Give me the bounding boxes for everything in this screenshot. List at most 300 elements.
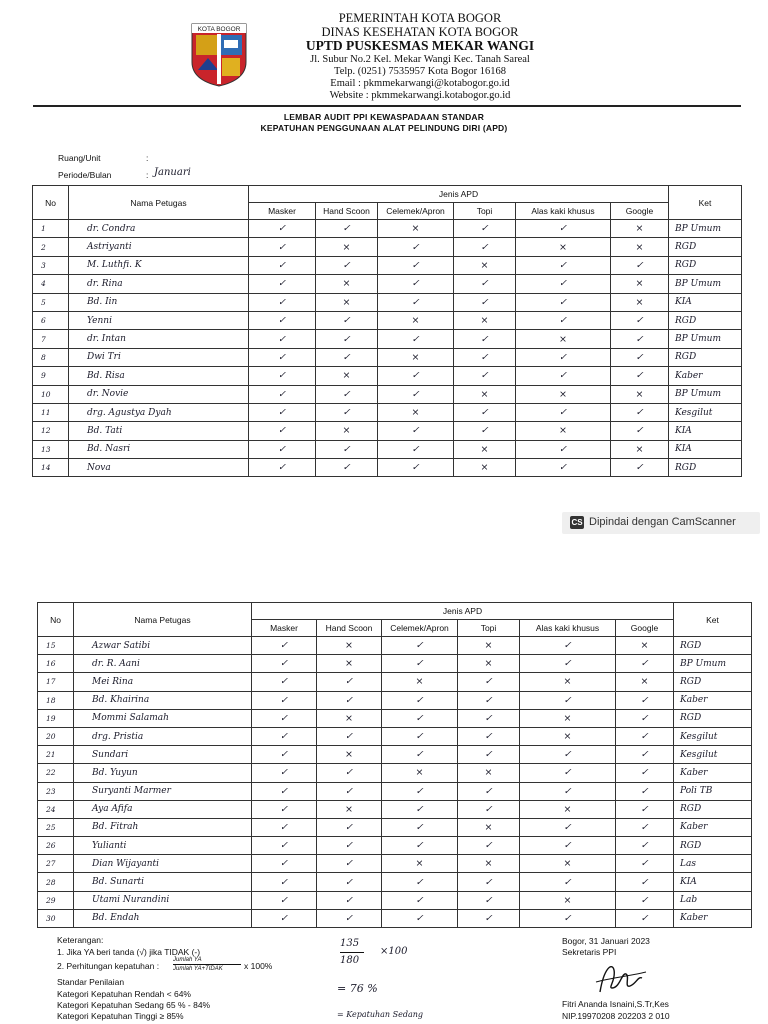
hand-scoon-mark: ✓ [317,818,382,836]
row-number: 16 [38,655,74,673]
topi-mark: ✓ [454,293,516,311]
compliance-category: = Kepatuhan Sedang [337,1010,423,1019]
google-mark: ✓ [616,873,674,891]
hand-scoon-mark: ✓ [317,673,382,691]
row-number: 11 [33,403,69,421]
celemek-apron-mark: ✓ [378,440,454,458]
table-row [38,655,752,673]
google-mark: ✓ [611,367,669,385]
topi-mark: ✓ [458,800,520,818]
signatory-nip: NIP.19970208 202203 2 010 [562,1011,670,1021]
table-row [38,746,752,764]
ket-unit: BP Umum [669,330,742,348]
google-mark: ✓ [611,403,669,421]
celemek-apron-mark: × [382,855,458,873]
table-row [38,637,752,655]
table-row [38,727,752,745]
alas-kaki-mark: × [520,709,616,727]
google-mark: × [616,673,674,691]
ket-unit: RGD [669,459,742,477]
topi-mark: ✓ [458,782,520,800]
row-number: 1 [33,220,69,238]
header-no: No [33,186,69,220]
camscanner-icon: CS [571,518,583,527]
alas-kaki-mark: ✓ [520,655,616,673]
hand-scoon-mark: ✓ [317,855,382,873]
table-row [33,311,742,329]
table-row [38,691,752,709]
celemek-apron-mark: × [378,311,454,329]
ket-unit: KIA [669,422,742,440]
apd-audit-table-1 [32,185,742,477]
header-google: Google [616,620,674,637]
masker-mark: ✓ [249,220,316,238]
row-number: 27 [38,855,74,873]
topi-mark: × [454,256,516,274]
topi-mark: × [458,655,520,673]
alas-kaki-mark: × [520,673,616,691]
row-number: 21 [38,746,74,764]
table-row [33,403,742,421]
note-2: 2. Perhitungan kepatuhan : [57,961,160,971]
celemek-apron-mark: ✓ [382,891,458,909]
ket-unit: KIA [669,293,742,311]
celemek-apron-mark: ✓ [382,746,458,764]
petugas-name: dr. Rina [69,275,249,293]
alas-kaki-mark: ✓ [520,837,616,855]
ket-unit: BP Umum [674,655,752,673]
header-masker: Masker [249,203,316,220]
row-number: 17 [38,673,74,691]
camscanner-badge [562,512,760,534]
hand-scoon-mark: ✓ [316,330,378,348]
alas-kaki-mark: × [520,855,616,873]
header-ket: Ket [669,186,742,220]
formula-fraction-line [173,964,241,965]
ket-unit: Kaber [674,691,752,709]
masker-mark: ✓ [249,403,316,421]
celemek-apron-mark: ✓ [382,800,458,818]
notes-heading: Keterangan: [57,935,104,945]
handwritten-signature [590,958,650,998]
hand-scoon-mark: ✓ [316,256,378,274]
google-mark: × [616,637,674,655]
row-number: 19 [38,709,74,727]
masker-mark: ✓ [252,782,317,800]
row-number: 26 [38,837,74,855]
document-title: LEMBAR AUDIT PPI KEWASPADAAN STANDAR [283,112,485,122]
alas-kaki-mark: ✓ [520,909,616,927]
ket-unit: Kesgilut [674,727,752,745]
petugas-name: Bd. Yuyun [74,764,252,782]
topi-mark: × [454,440,516,458]
topi-mark: × [458,764,520,782]
masker-mark: ✓ [252,655,317,673]
alas-kaki-mark: × [516,422,611,440]
google-mark: ✓ [611,256,669,274]
petugas-name: Bd. Risa [69,367,249,385]
masker-mark: ✓ [249,256,316,274]
table-row [33,238,742,256]
celemek-apron-mark: ✓ [382,818,458,836]
letterhead-institution: UPTD PUSKESMAS MEKAR WANGI [305,38,535,53]
ket-unit: RGD [674,637,752,655]
table-row [33,256,742,274]
alas-kaki-mark: ✓ [520,746,616,764]
petugas-name: Bd. Nasri [69,440,249,458]
petugas-name: dr. Intan [69,330,249,348]
celemek-apron-mark: ✓ [382,637,458,655]
celemek-apron-mark: ✓ [378,459,454,477]
topi-mark: × [454,459,516,477]
alas-kaki-mark: ✓ [520,782,616,800]
masker-mark: ✓ [252,691,317,709]
row-number: 7 [33,330,69,348]
periode-separator: : [146,170,149,180]
petugas-name: Bd. Sunarti [74,873,252,891]
celemek-apron-mark: × [382,673,458,691]
hand-scoon-mark: ✓ [316,348,378,366]
google-mark: ✓ [616,764,674,782]
hand-scoon-mark: ✓ [317,691,382,709]
row-number: 25 [38,818,74,836]
row-number: 18 [38,691,74,709]
ket-unit: RGD [669,348,742,366]
alas-kaki-mark: × [520,800,616,818]
alas-kaki-mark: × [520,891,616,909]
formula-denominator: Jumlah YA+TIDAK [173,966,223,972]
header-jenis-apd: Jenis APD [249,186,669,203]
table-row [33,275,742,293]
document-subtitle: KEPATUHAN PENGGUNAAN ALAT PELINDUNG DIRI (APD) [260,123,508,133]
topi-mark: ✓ [454,403,516,421]
google-mark: ✓ [611,459,669,477]
celemek-apron-mark: × [378,220,454,238]
ket-unit: Kaber [674,764,752,782]
alas-kaki-mark: ✓ [516,256,611,274]
header-masker: Masker [252,620,317,637]
header-nama: Nama Petugas [69,186,249,220]
header-celemek-apron: Celemek/Apron [378,203,454,220]
celemek-apron-mark: ✓ [378,367,454,385]
svg-text:KOTA BOGOR: KOTA BOGOR [197,26,241,33]
google-mark: × [611,293,669,311]
periode-label: Periode/Bulan [58,170,112,180]
google-mark: ✓ [616,909,674,927]
hand-scoon-mark: ✓ [316,311,378,329]
celemek-apron-mark: ✓ [378,275,454,293]
table-row [38,855,752,873]
table-row [38,673,752,691]
celemek-apron-mark: ✓ [378,385,454,403]
ket-unit: RGD [669,238,742,256]
masker-mark: ✓ [252,727,317,745]
kota-bogor-crest-logo [190,22,248,88]
google-mark: ✓ [611,422,669,440]
celemek-apron-mark: ✓ [378,330,454,348]
hand-scoon-mark: ✓ [317,891,382,909]
table-row [38,800,752,818]
ket-unit: KIA [674,873,752,891]
hand-scoon-mark: × [316,422,378,440]
row-number: 30 [38,909,74,927]
celemek-apron-mark: ✓ [382,709,458,727]
alas-kaki-mark: × [516,385,611,403]
celemek-apron-mark: ✓ [382,691,458,709]
celemek-apron-mark: × [382,764,458,782]
ket-unit: BP Umum [669,385,742,403]
header-hand-scoon: Hand Scoon [317,620,382,637]
celemek-apron-mark: ✓ [382,909,458,927]
hand-scoon-mark: × [317,655,382,673]
header-alas-kaki: Alas kaki khusus [520,620,616,637]
table-row [38,764,752,782]
row-number: 10 [33,385,69,403]
google-mark: ✓ [616,709,674,727]
alas-kaki-mark: ✓ [516,275,611,293]
google-mark: ✓ [616,782,674,800]
alas-kaki-mark: ✓ [516,311,611,329]
hand-scoon-mark: ✓ [316,220,378,238]
topi-mark: × [458,855,520,873]
table-row [33,293,742,311]
table-row [38,873,752,891]
table-row [38,818,752,836]
row-number: 9 [33,367,69,385]
masker-mark: ✓ [249,348,316,366]
table-row [33,220,742,238]
masker-mark: ✓ [249,440,316,458]
table-2-body [38,637,752,928]
celemek-apron-mark: ✓ [378,293,454,311]
masker-mark: ✓ [252,855,317,873]
camscanner-text: Dipindai dengan CamScanner [589,516,736,528]
ket-unit: RGD [674,837,752,855]
petugas-name: Astriyanti [69,238,249,256]
hand-scoon-mark: ✓ [317,727,382,745]
google-mark: × [611,238,669,256]
ket-unit: Kesgilut [674,746,752,764]
alas-kaki-mark: ✓ [520,691,616,709]
topi-mark: ✓ [454,422,516,440]
ket-unit: RGD [674,709,752,727]
petugas-name: Suryanti Marmer [74,782,252,800]
topi-mark: ✓ [454,238,516,256]
topi-mark: ✓ [458,727,520,745]
ket-unit: RGD [669,256,742,274]
row-number: 20 [38,727,74,745]
petugas-name: Sundari [74,746,252,764]
header-hand-scoon: Hand Scoon [316,203,378,220]
google-mark: × [611,440,669,458]
table-row [38,837,752,855]
formula-numerator: Jumlah YA [173,957,202,963]
masker-mark: ✓ [249,385,316,403]
row-number: 22 [38,764,74,782]
header-google: Google [611,203,669,220]
letterhead-email: Email : pkmmekarwangi@kotabogor.go.id [330,78,510,89]
row-number: 3 [33,256,69,274]
topi-mark: × [458,818,520,836]
masker-mark: ✓ [249,367,316,385]
topi-mark: ✓ [454,348,516,366]
petugas-name: Utami Nurandini [74,891,252,909]
header-celemek-apron: Celemek/Apron [382,620,458,637]
masker-mark: ✓ [252,800,317,818]
masker-mark: ✓ [252,873,317,891]
table-1-body [33,220,742,477]
calc-fraction-line [340,952,364,953]
header-jenis-apd: Jenis APD [252,603,674,620]
alas-kaki-mark: ✓ [516,459,611,477]
row-number: 29 [38,891,74,909]
signature-role: Sekretaris PPI [562,947,617,957]
hand-scoon-mark: ✓ [317,873,382,891]
ruang-separator: : [146,153,149,163]
table-row [33,330,742,348]
ket-unit: KIA [669,440,742,458]
hand-scoon-mark: × [316,275,378,293]
alas-kaki-mark: ✓ [520,873,616,891]
masker-mark: ✓ [249,238,316,256]
petugas-name: drg. Pristia [74,727,252,745]
table-row [38,782,752,800]
ket-unit: Las [674,855,752,873]
masker-mark: ✓ [252,818,317,836]
google-mark: ✓ [616,691,674,709]
topi-mark: ✓ [458,837,520,855]
masker-mark: ✓ [252,673,317,691]
masker-mark: ✓ [252,891,317,909]
topi-mark: ✓ [454,220,516,238]
hand-scoon-mark: ✓ [317,782,382,800]
google-mark: ✓ [611,348,669,366]
hand-scoon-mark: × [316,238,378,256]
header-topi: Topi [454,203,516,220]
signatory-name: Fitri Ananda Isnaini,S.Tr,Kes [562,999,669,1009]
celemek-apron-mark: × [378,403,454,421]
hand-scoon-mark: × [317,746,382,764]
google-mark: ✓ [616,800,674,818]
row-number: 13 [33,440,69,458]
row-number: 15 [38,637,74,655]
google-mark: ✓ [616,727,674,745]
topi-mark: ✓ [458,909,520,927]
masker-mark: ✓ [249,293,316,311]
alas-kaki-mark: ✓ [516,440,611,458]
alas-kaki-mark: ✓ [520,764,616,782]
celemek-apron-mark: ✓ [382,727,458,745]
topi-mark: ✓ [454,330,516,348]
formula-suffix: x 100% [244,961,273,971]
ket-unit: RGD [674,800,752,818]
hand-scoon-mark: ✓ [317,909,382,927]
topi-mark: ✓ [458,746,520,764]
alas-kaki-mark: ✓ [516,367,611,385]
topi-mark: ✓ [458,673,520,691]
celemek-apron-mark: ✓ [378,422,454,440]
petugas-name: Dian Wijayanti [74,855,252,873]
row-number: 12 [33,422,69,440]
masker-mark: ✓ [249,275,316,293]
hand-scoon-mark: ✓ [317,837,382,855]
ket-unit: Kesgilut [669,403,742,421]
row-number: 4 [33,275,69,293]
topi-mark: ✓ [454,367,516,385]
celemek-apron-mark: ✓ [378,238,454,256]
table-row [33,459,742,477]
ruang-label: Ruang/Unit [58,153,101,163]
celemek-apron-mark: ✓ [378,256,454,274]
petugas-name: Yulianti [74,837,252,855]
celemek-apron-mark: ✓ [382,655,458,673]
petugas-name: Bd. Tati [69,422,249,440]
masker-mark: ✓ [252,837,317,855]
topi-mark: × [454,385,516,403]
letterhead-phone: Telp. (0251) 7535957 Kota Bogor 16168 [334,66,506,77]
table-row [33,385,742,403]
google-mark: × [611,385,669,403]
ket-unit: RGD [674,673,752,691]
topi-mark: × [458,637,520,655]
google-mark: ✓ [616,818,674,836]
table-row [38,909,752,927]
periode-value: Januari [154,167,191,178]
petugas-name: Mommi Salamah [74,709,252,727]
masker-mark: ✓ [249,311,316,329]
ket-unit: Kaber [674,818,752,836]
header-ket: Ket [674,603,752,637]
header-nama: Nama Petugas [74,603,252,637]
calc-multiplier: ×100 [380,946,408,957]
google-mark: ✓ [611,330,669,348]
ket-unit: Kaber [669,367,742,385]
table-row [33,440,742,458]
category-medium: Kategori Kepatuhan Sedang 65 % - 84% [57,1000,211,1010]
hand-scoon-mark: × [317,709,382,727]
hand-scoon-mark: ✓ [316,459,378,477]
letterhead-website: Website : pkmmekarwangi.kotabogor.go.id [329,90,511,101]
standard-heading: Standar Penilaian [57,977,125,987]
row-number: 5 [33,293,69,311]
letterhead-address: Jl. Subur No.2 Kel. Mekar Wangi Kec. Tanah Sareal [310,54,530,65]
petugas-name: Bd. Fitrah [74,818,252,836]
category-high: Kategori Kepatuhan Tinggi ≥ 85% [57,1011,184,1021]
letterhead-department: DINAS KESEHATAN KOTA BOGOR [321,25,519,39]
topi-mark: ✓ [458,691,520,709]
letterhead-government: PEMERINTAH KOTA BOGOR [338,11,502,25]
petugas-name: dr. Novie [69,385,249,403]
alas-kaki-mark: ✓ [520,818,616,836]
petugas-name: Mei Rina [74,673,252,691]
alas-kaki-mark: × [520,727,616,745]
ket-unit: BP Umum [669,275,742,293]
google-mark: ✓ [616,891,674,909]
row-number: 28 [38,873,74,891]
topi-mark: ✓ [458,709,520,727]
hand-scoon-mark: ✓ [316,385,378,403]
google-mark: ✓ [616,855,674,873]
ket-unit: Lab [674,891,752,909]
row-number: 6 [33,311,69,329]
hand-scoon-mark: × [317,637,382,655]
ket-unit: BP Umum [669,220,742,238]
topi-mark: ✓ [458,873,520,891]
row-number: 24 [38,800,74,818]
petugas-name: Yenni [69,311,249,329]
calc-result: = 76 % [337,982,378,995]
alas-kaki-mark: ✓ [520,637,616,655]
